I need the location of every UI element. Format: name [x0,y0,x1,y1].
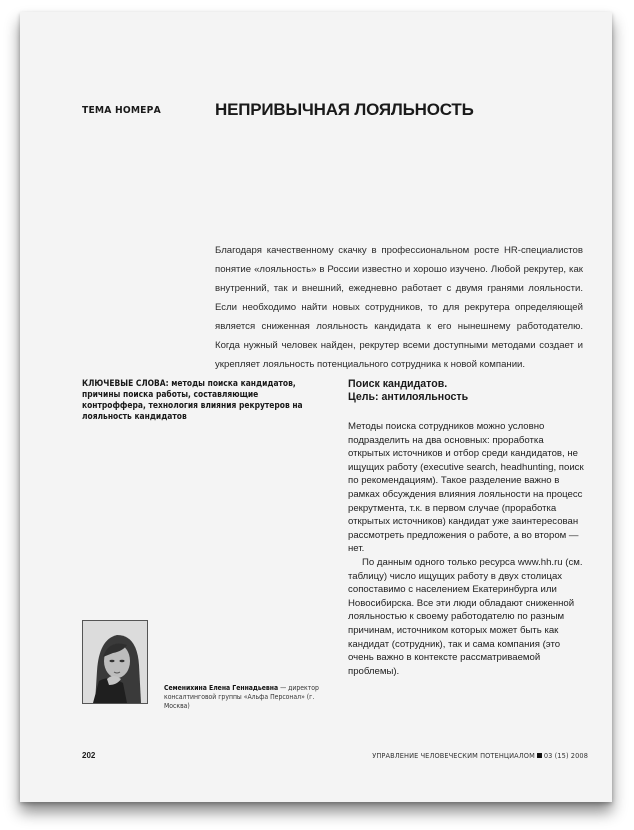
subheading-line-2: Цель: антилояльность [348,391,469,403]
author-caption [164,684,326,711]
body-column [348,420,588,678]
keywords-label: КЛЮЧЕВЫЕ СЛОВА: [82,378,169,388]
subheading-line-1: Поиск кандидатов. [348,378,448,390]
square-bullet-icon [537,753,542,758]
keywords-text: методы поиска кандидатов, причины поиска работы, составляющие контроффера, технология влияния рекрутеров на лояльность кандидатов [82,378,303,421]
article-title: НЕПРИВЫЧНАЯ ЛОЯЛЬНОСТЬ [215,100,474,119]
journal-issue: 03 (15) 2008 [543,752,588,760]
author-photo [82,620,148,704]
author-name: Семенихина Елена Геннадьевна [164,684,279,692]
page-number: 202 [82,751,96,760]
author-portrait-image [83,621,147,703]
journal-footer [372,752,588,760]
author-role: — директор консалтинговой группы «Альфа Персонал» (г. Москва) [164,684,319,710]
lead-paragraph: Благодаря качественному скачку в профессиональном росте HR-специалистов понятие «лояльность» в России известно и хорошо изучено. Любой рекрутер, как внутренний, так и внешний, ежедневно работает с двумя гранями лояльности. Если необходимо найти новых сотрудников, то для рекрутера определяющей является сниженная лояльность кандидата к его нынешнему работодателю. Когда нужный человек найден, рекрутер всеми доступными методами создает и укрепляет лояльность потенциального сотрудника к новой компании. [215,245,583,370]
keywords [82,378,316,422]
journal-title: УПРАВЛЕНИЕ ЧЕЛОВЕЧЕСКИМ ПОТЕНЦИАЛОМ [372,752,535,760]
body-paragraph-1: Методы поиска сотрудников можно условно подразделить на два основных: проработка открытых источников и отбор среди кандидатов, не ищущих работу (executive search, headhunting, поиск по рекомендациям). Такое разделение важно в рамках обсуждения влияния лояльности на процесс рекрутмента, т.к. в первом случае (проработка открытых источников) кандидат уже заинтересован рассмотреть предложения о работе, а во втором — нет. [348,421,584,555]
magazine-page [20,12,612,802]
section-label: ТЕМА НОМЕРА [82,105,161,116]
body-paragraph-2: По данным одного только ресурса www.hh.ru (см. таблицу) число ищущих работу в двух столицах сопоставимо с населением Екатеринбурга или Новосибирска. Все эти люди обладают сниженной лояльностью к своему работодателю по разным причинам, источником которых может быть как кандидат (сотрудник), так и сама компания (это очень важно в контексте рассматриваемой проблемы). [348,556,583,677]
section-subheading [348,378,588,404]
